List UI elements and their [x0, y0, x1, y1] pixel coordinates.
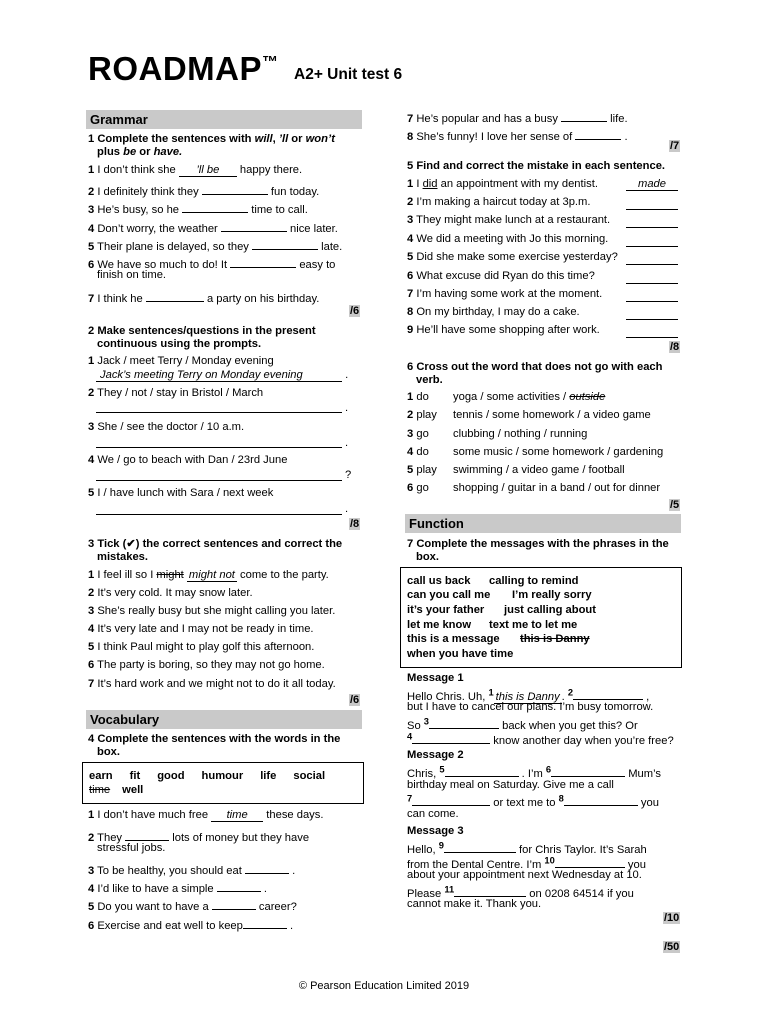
ex1-score: /6 — [350, 305, 360, 317]
ex6-item: 6 go — [407, 482, 429, 494]
ex5-item: 8 On my birthday, I may do a cake. — [407, 306, 580, 318]
ex5-item: 1 I did an appointment with my dentist. — [407, 178, 598, 190]
brand-title: ROADMAP™ — [88, 50, 279, 87]
answer-blank[interactable] — [202, 182, 268, 195]
ex5-answer-blank[interactable] — [626, 215, 678, 228]
ex1-item: 4 Don’t worry, the weather nice later. — [88, 219, 338, 235]
answer-blank[interactable] — [146, 289, 204, 302]
ex4-instructions: 4 Complete the sentences with the words in the box. — [88, 733, 341, 758]
ex3-item: 3 She’s really busy but she might calling you later. — [88, 605, 336, 617]
ex4-item: 5 Do you want to have a career? — [88, 897, 297, 913]
ex6-item: 2 play — [407, 409, 437, 421]
ex6-options: swimming / a video game / football — [453, 464, 625, 476]
ex3-instructions: 3 Tick (✔) the correct sentences and correct the mistakes. — [88, 538, 343, 563]
ex5-item: 6 What excuse did Ryan do this time? — [407, 270, 595, 282]
answer-blank[interactable] — [412, 731, 490, 744]
vocabulary-heading: Vocabulary — [86, 710, 362, 729]
phrase: call us back — [407, 575, 471, 587]
ex2-prompt: 2 They / not / stay in Bristol / March — [88, 387, 264, 399]
ex6-item: 4 do — [407, 446, 429, 458]
message-title: Message 2 — [407, 749, 464, 761]
message-line: cannot make it. Thank you. — [407, 898, 542, 910]
answer-blank[interactable] — [245, 861, 289, 874]
message-line: So $^3$ back when you get this? Or — [407, 716, 638, 732]
word-box-row: earn fit good humour life social — [89, 770, 326, 782]
message-title: Message 3 — [407, 825, 464, 837]
answer-blank[interactable] — [555, 855, 625, 868]
answer-blank[interactable] — [412, 793, 490, 806]
answer-blank[interactable] — [454, 884, 526, 897]
ex4-item-continued: stressful jobs. — [97, 842, 166, 854]
ex4-item: 8 She’s funny! I love her sense of . — [407, 127, 628, 143]
ex3-item: 4 It’s very late and I may not be ready in time. — [88, 623, 314, 635]
ex4-item: 2 They lots of money but they have — [88, 828, 309, 844]
ex3-item: 7 It’s hard work and we might not to do it all today. — [88, 678, 336, 690]
answer-blank[interactable] — [243, 916, 287, 929]
phrase: text me to let me — [489, 619, 578, 631]
ex1-item: 5 Their plane is delayed, so they late. — [88, 237, 342, 253]
answer-blank[interactable] — [212, 897, 256, 910]
message-line: but I have to cancel our plans. I’m busy tomorrow. — [407, 701, 654, 713]
ex2-answer-line[interactable] — [96, 502, 342, 515]
answer-blank[interactable] — [445, 764, 519, 777]
phrase: it’s your father — [407, 604, 485, 616]
ex5-answer-blank[interactable] — [626, 289, 678, 302]
ex1-instructions: 1 Complete the sentences with will, ’ll or won’t plus be or have. — [88, 133, 336, 158]
phrase: let me know — [407, 619, 472, 631]
word-box — [82, 762, 364, 804]
ex2-answer-line[interactable] — [96, 400, 342, 413]
ex5-score: /8 — [670, 341, 680, 353]
answer-blank[interactable] — [573, 687, 643, 700]
ex3-item: 2 It’s very cold. It may snow later. — [88, 587, 253, 599]
ex6-options: tennis / some homework / a video game — [453, 409, 651, 421]
ex5-item: 5 Did she make some exercise yesterday? — [407, 251, 618, 263]
ex2-answer-line[interactable]: Jack’s meeting Terry on Monday evening . — [96, 369, 348, 382]
ex5-item: 9 He’ll have some shopping after work. — [407, 324, 600, 336]
ex6-options: shopping / guitar in a band / out for dinner — [453, 482, 661, 494]
ex2-end-punct: . — [345, 503, 349, 515]
ex2-prompt: 3 She / see the doctor / 10 a.m. — [88, 421, 245, 433]
message-title: Message 1 — [407, 672, 464, 684]
grammar-heading: Grammar — [86, 110, 362, 129]
ex2-end-punct: . — [345, 437, 349, 449]
phrase: can you call me — [407, 589, 491, 601]
message-line: Hello Chris. Uh, $^1$ this is Danny . $^2$ , — [407, 687, 650, 703]
answer-blank[interactable] — [217, 879, 261, 892]
phrase: calling to remind — [489, 575, 579, 587]
answer-blank[interactable] — [182, 200, 248, 213]
answer-blank[interactable]: time — [211, 809, 263, 822]
ex5-item: 4 We did a meeting with Jo this morning. — [407, 233, 609, 245]
phrase: this is a message — [407, 633, 500, 645]
answer-blank[interactable] — [252, 237, 318, 250]
answer-blank[interactable] — [230, 255, 296, 268]
ex2-end-punct: . — [345, 402, 349, 414]
ex5-item: 2 I’m making a haircut today at 3p.m. — [407, 196, 591, 208]
answer-blank[interactable] — [551, 764, 625, 777]
message-line: $^4$ know another day when you’re free? — [407, 731, 674, 747]
phrase-used: this is Danny — [520, 633, 590, 645]
ex1-item: 6 We have so much to do! It easy to — [88, 255, 335, 271]
ex6-item: 3 go — [407, 428, 429, 440]
answer-blank[interactable] — [125, 828, 169, 841]
ex5-answer-blank[interactable] — [626, 307, 678, 320]
ex6-instructions: 6 Cross out the word that does not go with each verb. — [407, 361, 663, 386]
message-line: Chris, $^5$ . I’m $^6$ Mum’s — [407, 764, 661, 780]
ex2-prompt: 4 We / go to beach with Dan / 23rd June — [88, 454, 288, 466]
phrase: I’m really sorry — [512, 589, 592, 601]
ex1-item: 7 I think he a party on his birthday. — [88, 289, 319, 305]
ex2-answer-line[interactable] — [96, 435, 342, 448]
ex1-item: 1 I don’t think she ’ll be happy there. — [88, 164, 303, 176]
ex1-item: 3 He’s busy, so he time to call. — [88, 200, 308, 216]
copyright-footer: © Pearson Education Limited 2019 — [298, 980, 470, 992]
message-line: Hello, $^9$ for Chris Taylor. It’s Sarah — [407, 840, 647, 856]
answer-blank[interactable] — [444, 840, 516, 853]
answer-blank[interactable] — [564, 793, 638, 806]
phrase: just calling about — [504, 604, 596, 616]
ex7-instructions: 7 Complete the messages with the phrases in the box. — [407, 538, 669, 563]
total-score: /50 — [664, 941, 680, 953]
ex5-answer-blank[interactable] — [626, 234, 678, 247]
phrase: when you have time — [407, 648, 514, 660]
ex2-end-punct: ? — [345, 469, 352, 481]
ex3-item: 6 The party is boring, so they may not go home. — [88, 659, 325, 671]
answer-blank[interactable] — [221, 219, 287, 232]
ex6-options: clubbing / nothing / running — [453, 428, 588, 440]
ex4-item: 4 I’d like to have a simple . — [88, 879, 267, 895]
ex5-answer-blank[interactable] — [626, 271, 678, 284]
ex4-item: 1 I don’t have much free time these days. — [88, 809, 324, 821]
answer-blank[interactable] — [575, 127, 621, 140]
answer-blank[interactable]: ’ll be — [179, 164, 237, 177]
ex6-options: yoga / some activities / outside — [453, 391, 606, 403]
message-line: Please $^{11}$ on 0208 64514 if you — [407, 884, 634, 900]
ex6-score: /5 — [670, 499, 680, 511]
message-line: birthday meal on Saturday. Give me a call — [407, 779, 614, 791]
ex6-item: 5 play — [407, 464, 437, 476]
message-line: can come. — [407, 808, 459, 820]
ex3-item: 1 I feel ill so I might might not come to the party. — [88, 569, 329, 581]
ex5-item: 3 They might make lunch at a restaurant. — [407, 214, 611, 226]
ex3-score: /6 — [350, 694, 360, 706]
ex2-answer-line[interactable] — [96, 468, 342, 481]
message-line: about your appointment next Wednesday at 10. — [407, 869, 642, 881]
ex6-item: 1 do — [407, 391, 429, 403]
ex2-instructions: 2 Make sentences/questions in the present continuous using the prompts. — [88, 325, 316, 350]
ex5-answer-blank[interactable] — [626, 325, 678, 338]
ex4-item: 7 He’s popular and has a busy life. — [407, 109, 628, 125]
ex5-item: 7 I’m having some work at the moment. — [407, 288, 603, 300]
ex5-instructions: 5 Find and correct the mistake in each sentence. — [407, 160, 666, 172]
ex1-item: 2 I definitely think they fun today. — [88, 182, 319, 198]
ex1-item-continued: finish on time. — [97, 269, 167, 281]
page-subtitle: A2+ Unit test 6 — [294, 66, 403, 83]
ex4-item: 3 To be healthy, you should eat . — [88, 861, 295, 877]
ex2-prompt: 1 Jack / meet Terry / Monday evening — [88, 355, 274, 367]
ex7-score: /10 — [664, 912, 680, 924]
function-heading: Function — [405, 514, 681, 533]
ex6-options: some music / some homework / gardening — [453, 446, 664, 458]
ex5-answer-blank[interactable]: made — [626, 178, 678, 191]
word-box-row: time well — [89, 784, 144, 796]
message-line: from the Dental Centre. I’m $^{10}$ you — [407, 855, 646, 871]
ex4-score: /7 — [670, 140, 680, 152]
ex2-prompt: 5 I / have lunch with Sara / next week — [88, 487, 274, 499]
ex2-score: /8 — [350, 518, 360, 530]
ex4-item: 6 Exercise and eat well to keep . — [88, 916, 293, 932]
ex5-answer-blank[interactable] — [626, 252, 678, 265]
answer-blank[interactable] — [561, 109, 607, 122]
answer-blank[interactable] — [429, 716, 499, 729]
message-line: $^7$ or text me to $^8$ you — [407, 793, 659, 809]
ex3-item: 5 I think Paul might to play golf this afternoon. — [88, 641, 315, 653]
ex5-answer-blank[interactable] — [626, 197, 678, 210]
